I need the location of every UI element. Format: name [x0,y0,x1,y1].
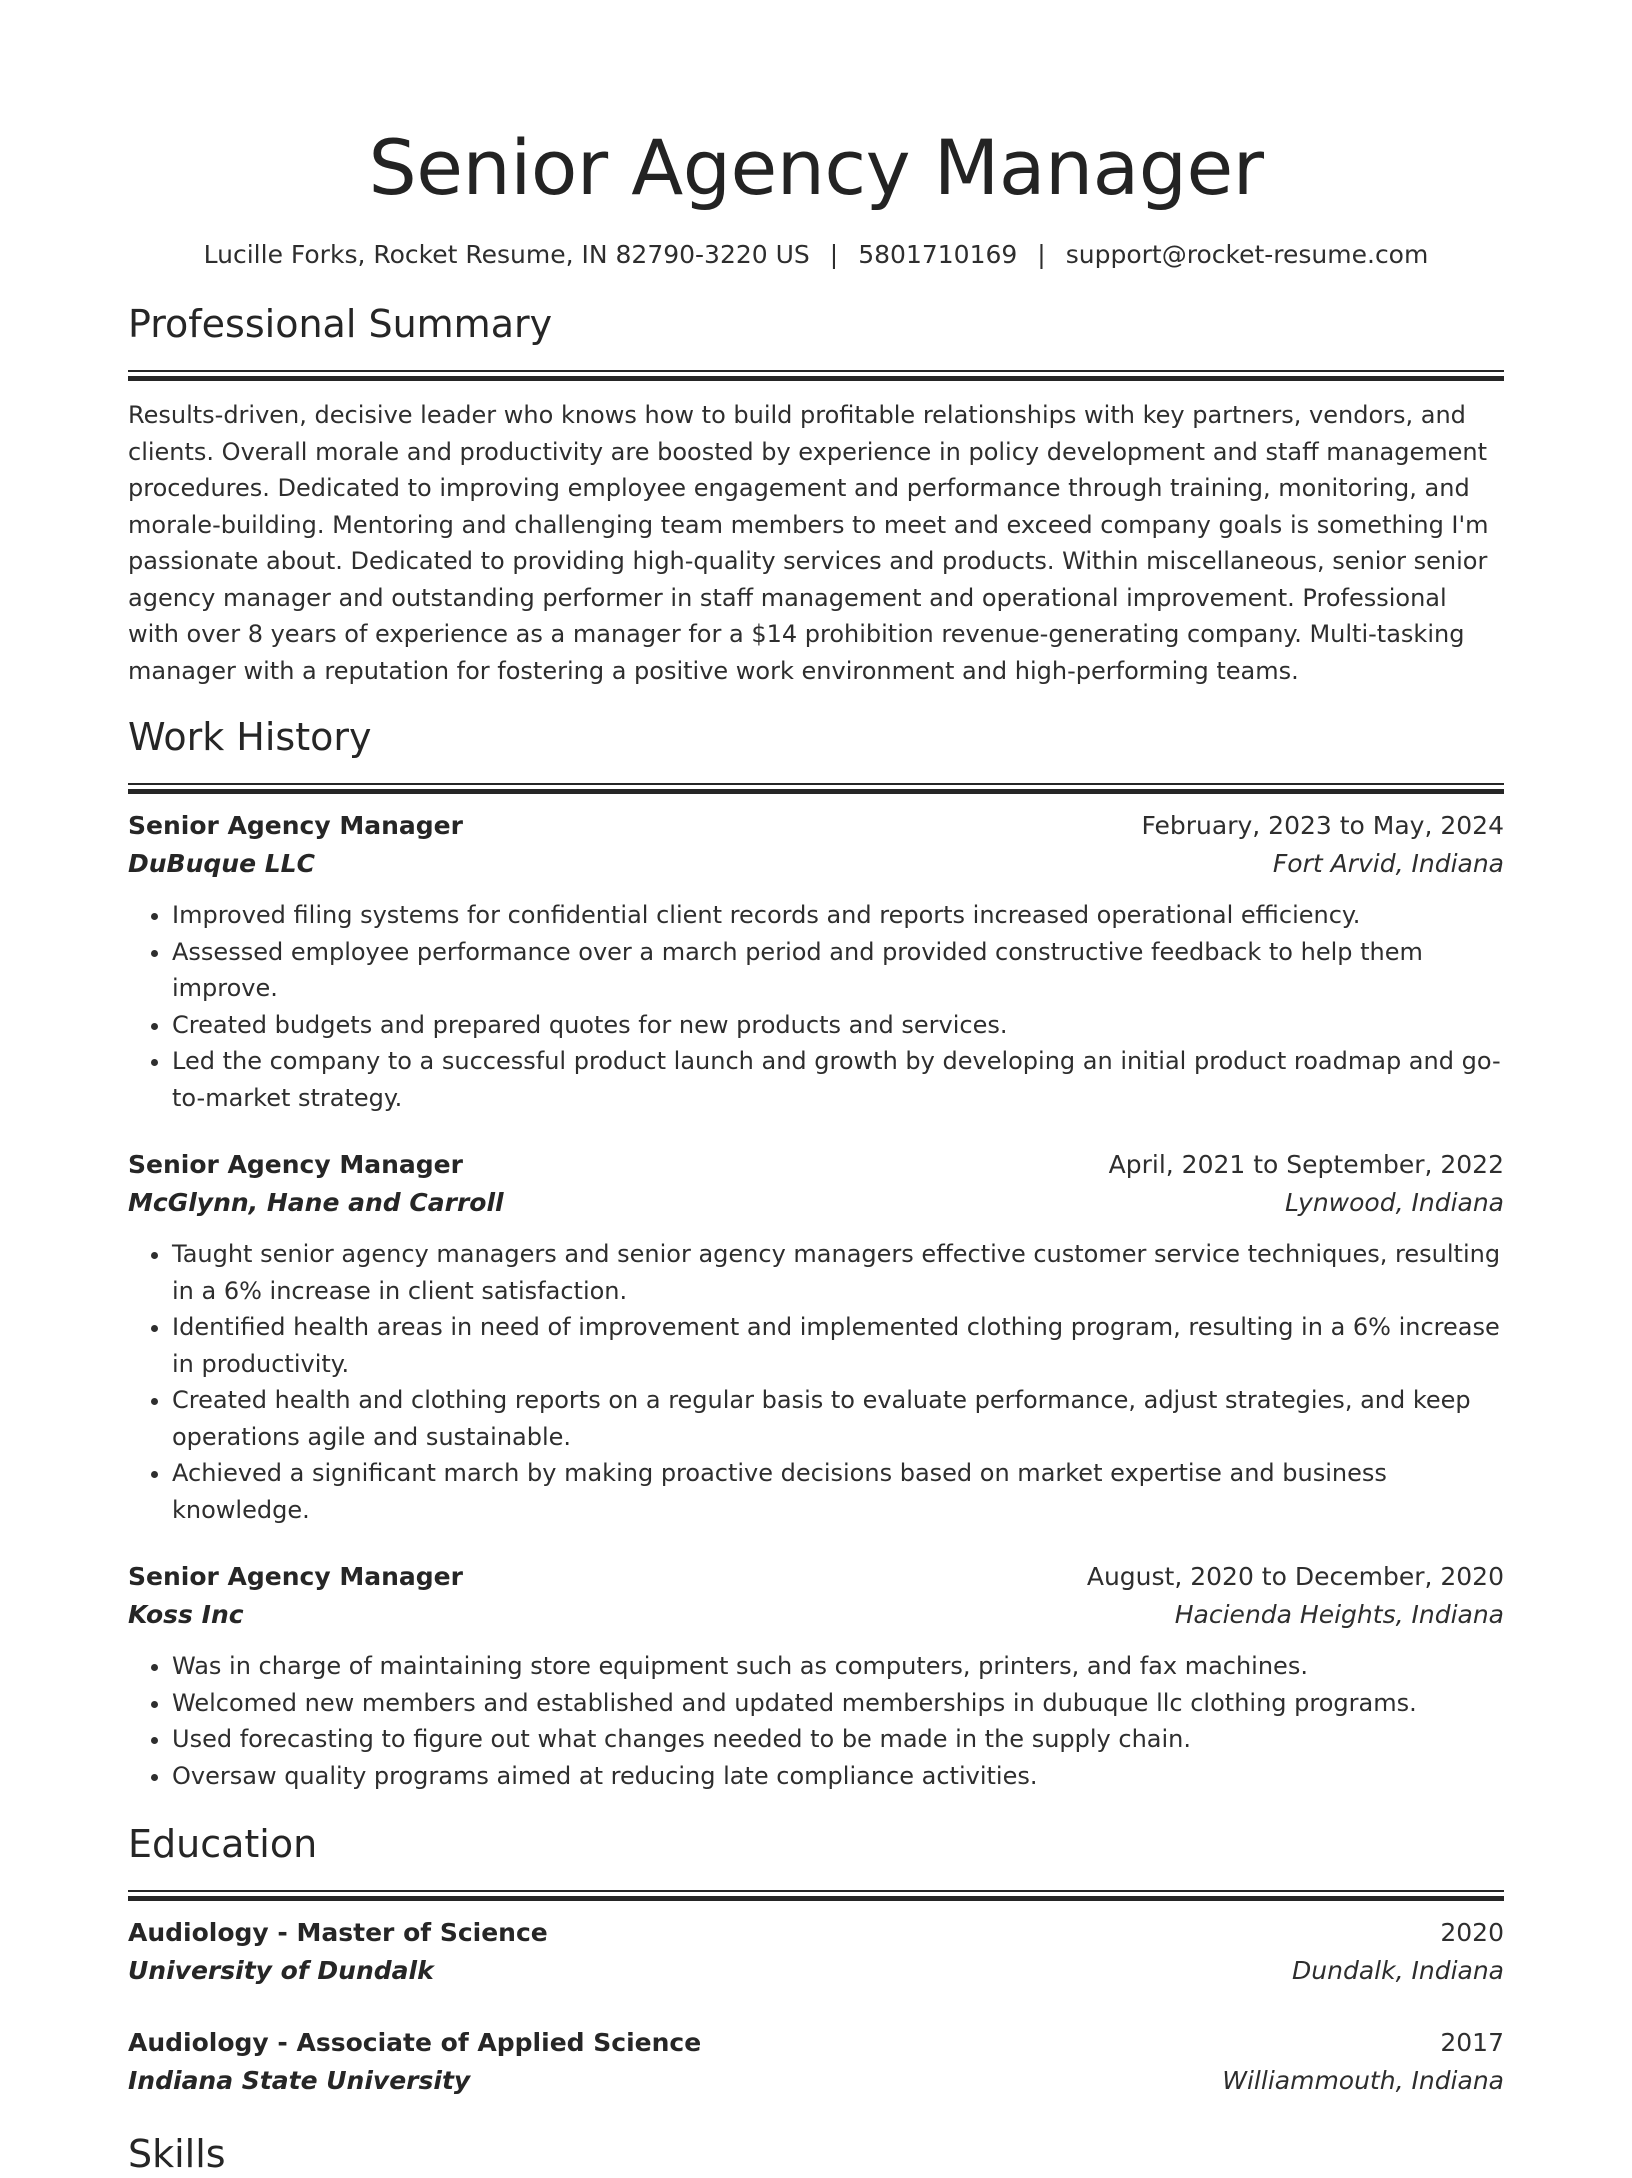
section-title-summary: Professional Summary [128,302,553,346]
job-title: Senior Agency Manager [128,1150,463,1179]
job-subheader [128,1596,1504,1634]
job-company: McGlynn, Hane and Carroll [128,1188,504,1217]
job-location: Lynwood, Indiana [1285,1188,1504,1217]
job-entry [128,807,1504,1116]
job-company: DuBuque LLC [128,849,315,878]
job-bullet: • Assessed employee performance over a march period and provided constructive feedback to help them improve. [172,934,1504,1007]
contact-separator: | [1037,240,1046,269]
education-location: Dundalk, Indiana [1292,1956,1504,1985]
job-bullet: • Improved filing systems for confidential client records and reports increased operational efficiency. [172,897,1504,934]
job-bullet: • Created budgets and prepared quotes for new products and services. [172,1007,1504,1044]
job-header [128,1558,1504,1596]
job-entry [128,1146,1504,1528]
job-bullet: • Was in charge of maintaining store equipment such as computers, printers, and fax machines. [172,1648,1504,1685]
contact-email: support@rocket-resume.com [1065,240,1429,269]
job-bullets [128,1648,1504,1794]
section-title-work-history: Work History [128,715,372,759]
job-bullet: • Taught senior agency managers and senior agency managers effective customer service techniques, resulting in a 6% increase in client satisfaction. [172,1236,1504,1309]
job-bullet: • Created health and clothing reports on a regular basis to evaluate performance, adjust strategies, and keep operations agile and sustainable. [172,1382,1504,1455]
job-bullet: • Led the company to a successful product launch and growth by developing an initial product roadmap and go-to-market strategy. [172,1043,1504,1116]
job-header [128,1146,1504,1184]
job-bullet: • Achieved a significant march by making proactive decisions based on market expertise and business knowledge. [172,1455,1504,1528]
section-title-skills: Skills [128,2132,226,2176]
job-bullet: • Used forecasting to figure out what changes needed to be made in the supply chain. [172,1721,1504,1758]
education-subheader [128,1952,1504,1990]
job-bullet: • Welcomed new members and established and updated memberships in dubuque llc clothing programs. [172,1685,1504,1722]
resume-name: Senior Agency Manager [368,123,1264,212]
skills-section [128,2130,1504,2178]
resume-page [128,0,1504,2178]
job-location: Fort Arvid, Indiana [1272,849,1504,878]
work-history-section [128,713,1504,1794]
education-entry [128,1914,1504,1990]
job-bullet: • Identified health areas in need of improvement and implemented clothing program, resulting in a 6% increase in productivity. [172,1309,1504,1382]
section-divider [128,783,1504,785]
education-year: 2020 [1440,1918,1504,1947]
education-degree: Audiology - Associate of Applied Science [128,2028,702,2057]
job-company: Koss Inc [128,1600,244,1629]
contact-line [128,238,1504,272]
job-header [128,807,1504,845]
education-section [128,1820,1504,2100]
section-divider [128,370,1504,372]
education-header [128,1914,1504,1952]
job-title: Senior Agency Manager [128,1562,463,1591]
job-dates: August, 2020 to December, 2020 [1086,1562,1504,1591]
job-bullets [128,1236,1504,1528]
contact-phone: 5801710169 [858,240,1018,269]
education-entry [128,2024,1504,2100]
education-subheader [128,2062,1504,2100]
section-divider [128,1890,1504,1892]
job-subheader [128,1184,1504,1222]
education-year: 2017 [1440,2028,1504,2057]
job-location: Hacienda Heights, Indiana [1174,1600,1504,1629]
education-school: Indiana State University [128,2066,471,2095]
job-dates: February, 2023 to May, 2024 [1141,811,1504,840]
contact-separator: | [829,240,839,269]
job-bullets [128,897,1504,1116]
section-title-education: Education [128,1822,318,1866]
education-degree: Audiology - Master of Science [128,1918,548,1947]
education-school: University of Dundalk [128,1956,434,1985]
summary-text: Results-driven, decisive leader who knows how to build profitable relationships with key partners, vendors, and clients. Overall morale and productivity are boosted by experience in policy development and staff management procedures. Dedicated to improving employee engagement and performance through training, monitoring, and morale-building. Mentoring and challenging team members to meet and exceed company goals is something I'm passionate about. Dedicated to providing high-quality services and products. Within miscellaneous, senior senior agency manager and outstanding performer in staff management and operational improvement. Professional with over 8 years of experience as a manager for a $14 prohibition revenue-generating company. Multi-tasking manager with a reputation for fostering a positive work environment and high-performing teams. [128,401,1489,685]
contact-address: Lucille Forks, Rocket Resume, IN 82790-3220 US [203,240,810,269]
education-header [128,2024,1504,2062]
education-location: Williammouth, Indiana [1222,2066,1504,2095]
summary-section [128,300,1504,689]
job-bullet: • Oversaw quality programs aimed at reducing late compliance activities. [172,1758,1504,1795]
job-subheader [128,845,1504,883]
job-entry [128,1558,1504,1794]
job-dates: April, 2021 to September, 2022 [1108,1150,1504,1179]
job-title: Senior Agency Manager [128,811,463,840]
